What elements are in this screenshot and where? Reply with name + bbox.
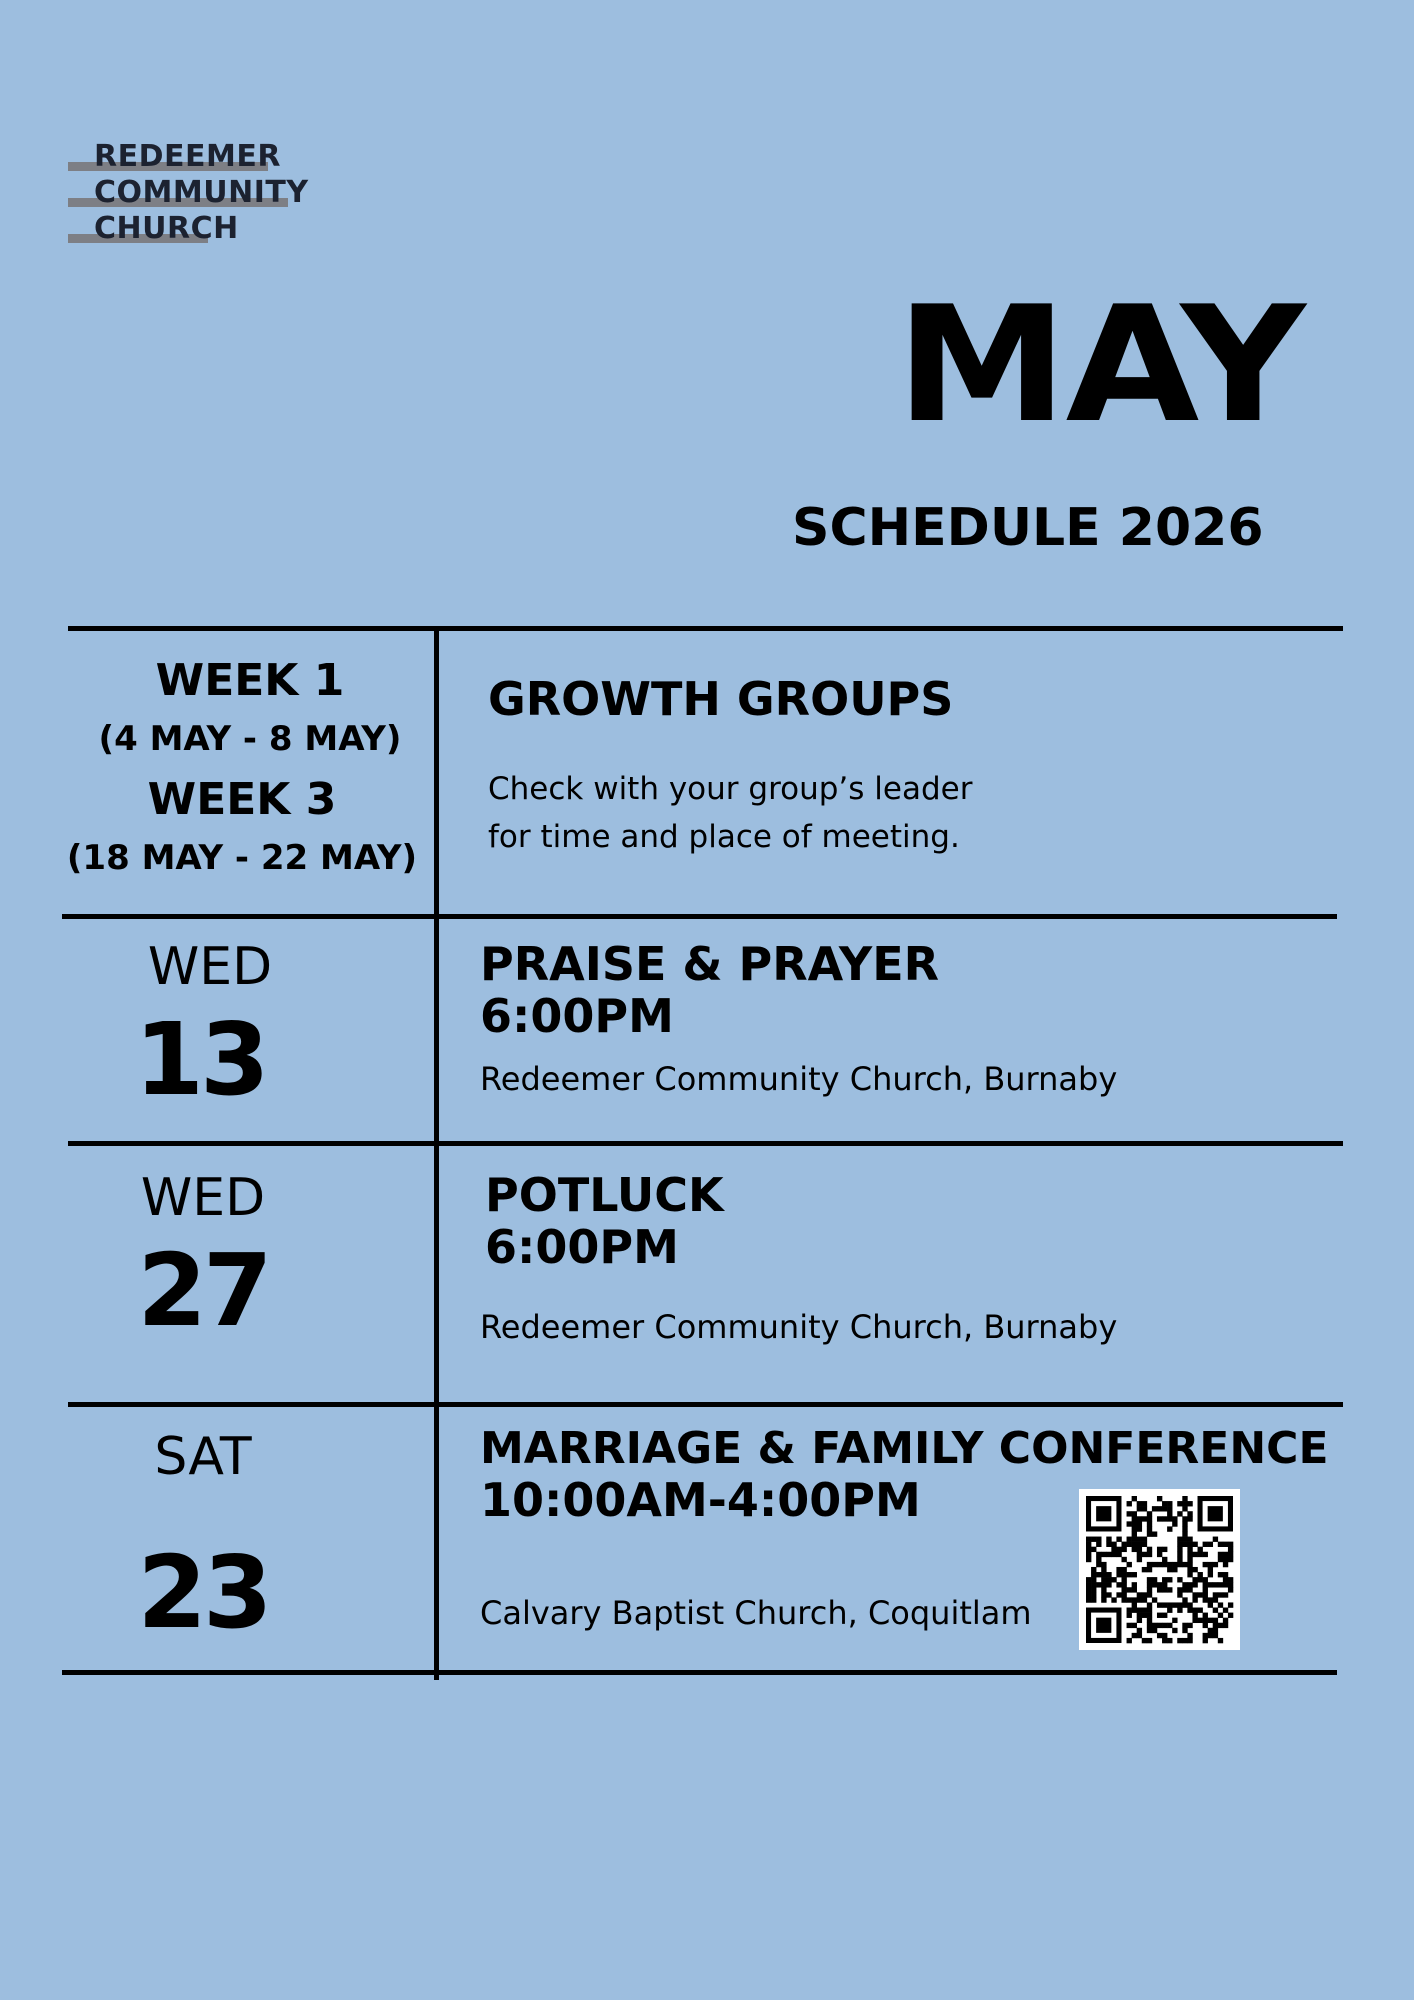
event-date: 23	[137, 1534, 269, 1651]
event-description-line: for time and place of meeting.	[488, 819, 960, 855]
event-title-praise-prayer: PRAISE & PRAYER	[480, 937, 940, 991]
week-3-range: (18 MAY - 22 MAY)	[66, 838, 418, 878]
event-day: SAT	[154, 1427, 252, 1487]
row-divider	[68, 1402, 1343, 1407]
qr-code-graphic	[1079, 1489, 1240, 1650]
event-date: 27	[137, 1232, 269, 1349]
logo-line-1: REDEEMER	[94, 139, 281, 174]
church-logo	[68, 140, 328, 250]
table-top-divider	[68, 626, 1343, 631]
event-day: WED	[140, 1168, 266, 1228]
event-day: WED	[147, 937, 273, 997]
event-title-conference: MARRIAGE & FAMILY CONFERENCE	[480, 1423, 1329, 1474]
event-title-potluck: POTLUCK	[485, 1168, 724, 1222]
week-1-range: (4 MAY - 8 MAY)	[98, 719, 402, 759]
event-time: 6:00PM	[480, 989, 674, 1043]
month-title: MAY	[896, 271, 1304, 458]
event-date: 13	[134, 1001, 266, 1118]
event-time: 10:00AM-4:00PM	[480, 1473, 921, 1527]
event-location: Calvary Baptist Church, Coquitlam	[480, 1594, 1032, 1632]
row-divider	[62, 914, 1337, 919]
event-title-growth-groups: GROWTH GROUPS	[488, 672, 954, 726]
event-location: Redeemer Community Church, Burnaby	[480, 1060, 1118, 1098]
qr-code-icon[interactable]	[1079, 1489, 1240, 1650]
logo-line-2: COMMUNITY	[94, 175, 309, 210]
event-description-line: Check with your group’s leader	[488, 771, 973, 807]
logo-line-3: CHURCH	[94, 211, 239, 246]
column-divider	[434, 628, 439, 1680]
row-divider	[68, 1141, 1343, 1146]
event-time: 6:00PM	[485, 1220, 679, 1274]
week-1-label: WEEK 1	[155, 655, 345, 706]
event-location: Redeemer Community Church, Burnaby	[480, 1308, 1118, 1346]
week-3-label: WEEK 3	[147, 774, 337, 825]
schedule-subtitle: SCHEDULE 2026	[792, 498, 1264, 558]
table-bottom-divider	[62, 1670, 1337, 1675]
